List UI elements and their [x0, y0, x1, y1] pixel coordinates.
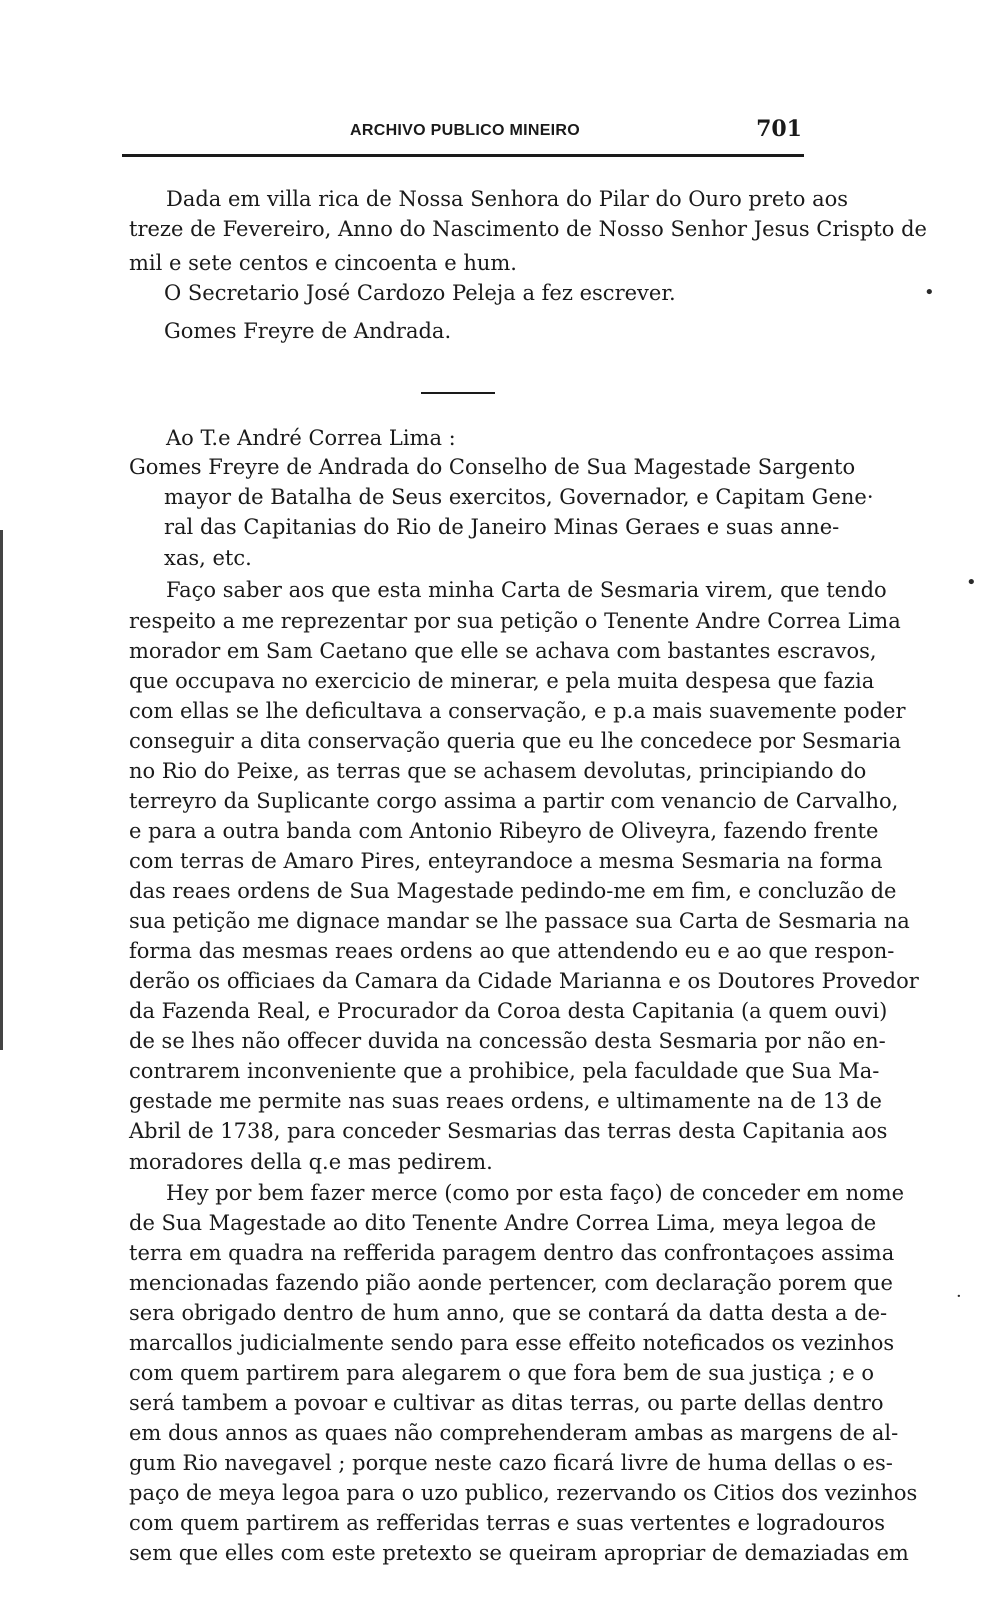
header-rule [122, 154, 804, 157]
text-line: Abril de 1738, para conceder Sesmarias das terras desta Capitania aos [129, 1119, 888, 1143]
text-line: com terras de Amaro Pires, enteyrandoce a mesma Sesmaria na forma [129, 849, 883, 873]
text-line: no Rio do Peixe, as terras que se achasem devolutas, principiando do [129, 759, 867, 783]
scan-edge-mark [0, 530, 3, 1050]
text-line: morador em Sam Caetano que elle se achava com bastantes escravos, [129, 639, 877, 663]
text-line: gum Rio navegavel ; porque neste cazo ficará livre de huma dellas o es- [129, 1451, 893, 1475]
text-line: que occupava no exercicio de minerar, e pela muita despesa que fazia [129, 669, 875, 693]
ink-speck-mark: · [956, 1286, 962, 1307]
text-line: com quem partirem para alegarem o que fora bem de sua justiça ; e o [129, 1361, 875, 1385]
text-line: ral das Capitanias do Rio de Janeiro Minas Geraes e suas anne- [164, 515, 840, 539]
text-line: conseguir a dita conservação queria que eu lhe concedece por Sesmaria [129, 729, 902, 753]
page-header [128, 116, 806, 156]
text-line: mayor de Batalha de Seus exercitos, Governador, e Capitam Gene· [164, 485, 874, 509]
text-line: gestade me permite nas suas reaes ordens, e ultimamente na de 13 de [129, 1089, 882, 1113]
text-line: forma das mesmas reaes ordens ao que attendendo eu e ao que respon- [129, 939, 895, 963]
text-line: mencionadas fazendo pião aonde pertencer, com declaração porem que [129, 1271, 893, 1295]
text-line: marcallos judicialmente sendo para esse effeito noteficados os vezinhos [129, 1331, 895, 1355]
text-line: em dous annos as quaes não comprehenderam ambas as margens de al- [129, 1421, 899, 1445]
text-line: O Secretario José Cardozo Peleja a fez escrever. [164, 281, 676, 305]
text-line: contrarem inconveniente que a prohibice, pela faculdade que Sua Ma- [129, 1059, 880, 1083]
text-line: terreyro da Suplicante corgo assima a partir com venancio de Carvalho, [129, 789, 899, 813]
text-line: mil e sete centos e cincoenta e hum. [129, 251, 517, 275]
text-line: de se lhes não offecer duvida na concessão desta Sesmaria por não en- [129, 1029, 886, 1053]
signature-line: Gomes Freyre de Andrada. [164, 319, 452, 343]
text-line: sem que elles com este pretexto se queiram apropriar de demaziadas em [129, 1541, 909, 1565]
text-line: Dada em villa rica de Nossa Senhora do Pilar do Ouro preto aos [166, 187, 849, 211]
text-line: de Sua Magestade ao dito Tenente Andre Correa Lima, meya legoa de [129, 1211, 877, 1235]
text-line: treze de Fevereiro, Anno do Nascimento de Nosso Senhor Jesus Crispto de [129, 217, 927, 241]
text-line: xas, etc. [164, 546, 252, 570]
text-line: moradores della q.e mas pedirem. [129, 1150, 493, 1174]
running-head: ARCHIVO PUBLICO MINEIRO [350, 122, 581, 139]
ink-speck-mark: • [966, 572, 977, 593]
text-line: será tambem a povoar e cultivar as ditas terras, ou parte dellas dentro [129, 1391, 884, 1415]
ink-speck-mark: • [924, 282, 935, 303]
text-line: e para a outra banda com Antonio Ribeyro de Oliveyra, fazendo frente [129, 819, 879, 843]
addressee-line: Ao T.e André Correa Lima : [166, 426, 456, 450]
text-line: da Fazenda Real, e Procurador da Coroa desta Capitania (a quem ouvi) [129, 999, 888, 1023]
text-line: Gomes Freyre de Andrada do Conselho de Sua Magestade Sargento [129, 455, 856, 479]
text-line: com ellas se lhe deficultava a conservação, e p.a mais suavemente poder [129, 699, 906, 723]
text-line: sera obrigado dentro de hum anno, que se contará da datta desta a de- [129, 1301, 888, 1325]
text-line: paço de meya legoa para o uzo publico, rezervando os Citios dos vezinhos [129, 1481, 918, 1505]
text-line: terra em quadra na refferida paragem dentro das confrontaçoes assima [129, 1241, 895, 1265]
text-line: Faço saber aos que esta minha Carta de Sesmaria virem, que tendo [166, 578, 887, 602]
section-divider [421, 392, 495, 394]
text-line: Hey por bem fazer merce (como por esta faço) de conceder em nome [166, 1181, 905, 1205]
text-line: das reaes ordens de Sua Magestade pedindo-me em fim, e concluzão de [129, 879, 897, 903]
text-line: derão os officiaes da Camara da Cidade Marianna e os Doutores Provedor [129, 969, 919, 993]
text-line: respeito a me reprezentar por sua petição o Tenente Andre Correa Lima [129, 609, 901, 633]
text-line: sua petição me dignace mandar se lhe passace sua Carta de Sesmaria na [129, 909, 910, 933]
page-number: 701 [756, 116, 802, 142]
text-line: com quem partirem as refferidas terras e suas vertentes e logradouros [129, 1511, 886, 1535]
